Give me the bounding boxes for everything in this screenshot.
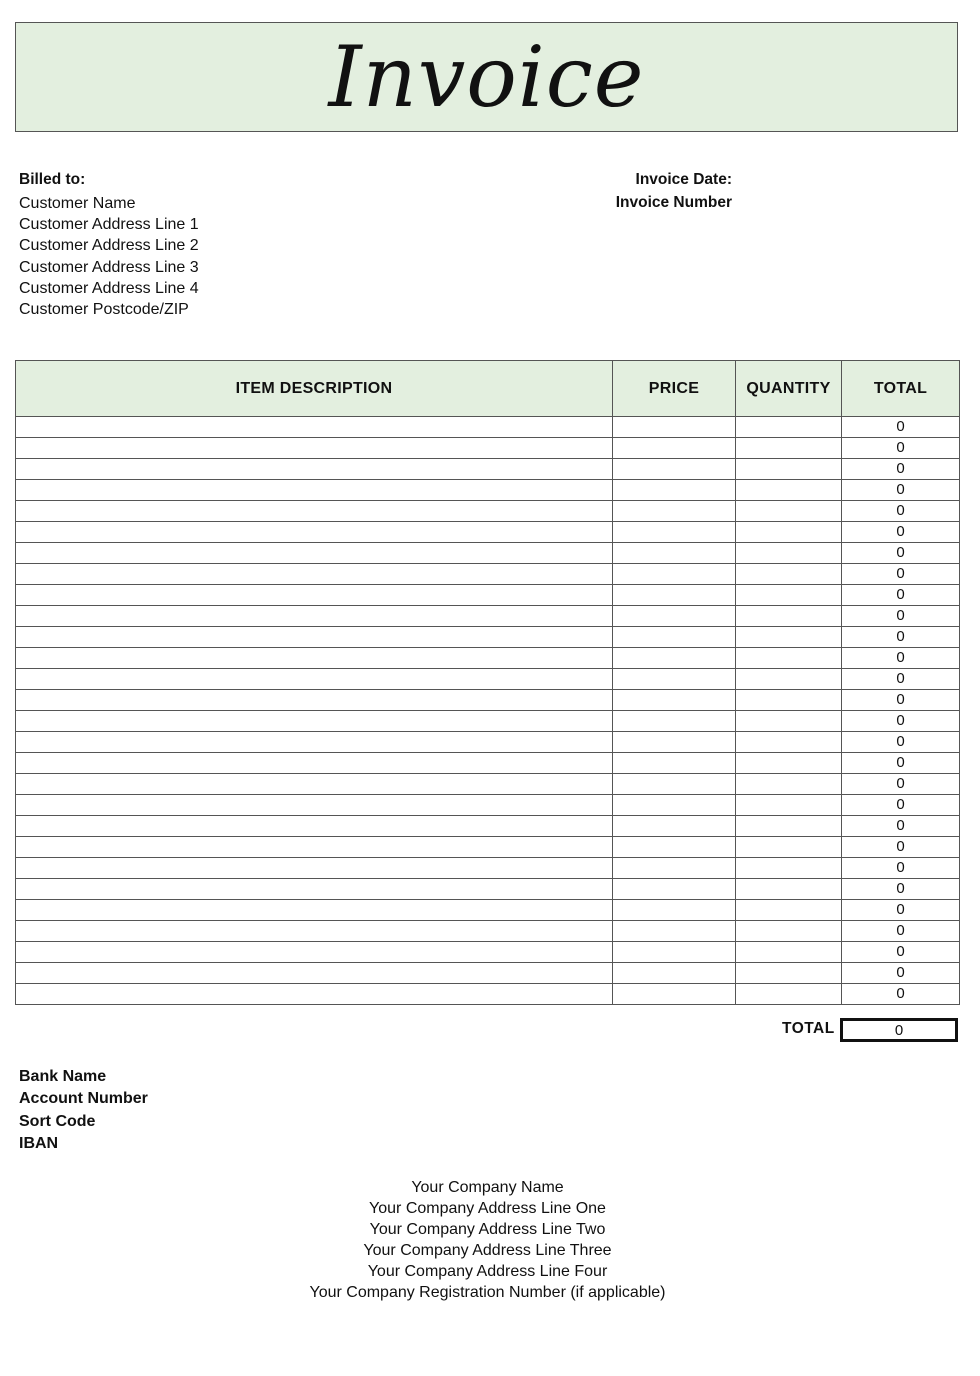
- quantity-cell[interactable]: [736, 963, 842, 984]
- line-total-cell: 0: [842, 417, 960, 438]
- line-total-cell: 0: [842, 585, 960, 606]
- price-cell[interactable]: [613, 606, 736, 627]
- line-total-cell: 0: [842, 564, 960, 585]
- invoice-meta: [616, 171, 732, 217]
- item-description-cell[interactable]: [16, 921, 613, 942]
- customer-address-line-2[interactable]: Customer Address Line 2: [19, 237, 199, 255]
- line-total-cell: 0: [842, 837, 960, 858]
- price-cell[interactable]: [613, 564, 736, 585]
- quantity-cell[interactable]: [736, 417, 842, 438]
- table-row: [16, 480, 960, 501]
- line-total-cell: 0: [842, 921, 960, 942]
- line-total-cell: 0: [842, 732, 960, 753]
- company-registration-number: Your Company Registration Number (if applicable): [309, 1284, 666, 1301]
- item-description-cell[interactable]: [16, 816, 613, 837]
- table-row: [16, 690, 960, 711]
- table-row: [16, 774, 960, 795]
- item-description-cell[interactable]: [16, 606, 613, 627]
- price-cell[interactable]: [613, 732, 736, 753]
- item-description-cell[interactable]: [16, 501, 613, 522]
- table-row: [16, 438, 960, 459]
- line-total-cell: 0: [842, 900, 960, 921]
- quantity-cell[interactable]: [736, 438, 842, 459]
- item-description-cell[interactable]: [16, 543, 613, 564]
- quantity-cell[interactable]: [736, 501, 842, 522]
- price-cell[interactable]: [613, 669, 736, 690]
- price-cell[interactable]: [613, 984, 736, 1005]
- quantity-cell[interactable]: [736, 627, 842, 648]
- price-cell[interactable]: [613, 942, 736, 963]
- bank-name-label: Bank Name: [19, 1068, 107, 1085]
- sort-code-label: Sort Code: [19, 1112, 96, 1130]
- item-description-cell[interactable]: [16, 711, 613, 732]
- table-row: [16, 732, 960, 753]
- table-row: [16, 417, 960, 438]
- price-cell[interactable]: [613, 438, 736, 459]
- line-total-cell: 0: [842, 522, 960, 543]
- quantity-cell[interactable]: [736, 879, 842, 900]
- item-description-cell[interactable]: [16, 564, 613, 585]
- invoice-header: [15, 22, 958, 132]
- invoice-date-label: Invoice Date:: [635, 171, 732, 188]
- price-cell[interactable]: [613, 774, 736, 795]
- line-total-cell: 0: [842, 753, 960, 774]
- quantity-cell[interactable]: [736, 564, 842, 585]
- company-address-line-1: Your Company Address Line One: [369, 1200, 606, 1217]
- line-items-table: [15, 360, 960, 1005]
- table-row: [16, 711, 960, 732]
- company-address-line-3: Your Company Address Line Three: [363, 1242, 612, 1259]
- quantity-cell[interactable]: [736, 522, 842, 543]
- table-row: [16, 921, 960, 942]
- table-row: [16, 753, 960, 774]
- item-description-cell[interactable]: [16, 984, 613, 1005]
- iban-label: IBAN: [19, 1134, 59, 1152]
- customer-postcode[interactable]: Customer Postcode/ZIP: [19, 301, 189, 319]
- quantity-cell[interactable]: [736, 753, 842, 774]
- line-total-cell: 0: [842, 480, 960, 501]
- table-row: [16, 858, 960, 879]
- company-footer: [200, 1177, 775, 1303]
- item-description-cell[interactable]: [16, 690, 613, 711]
- price-cell[interactable]: [613, 501, 736, 522]
- header-quantity: QUANTITY: [736, 361, 842, 417]
- table-row: [16, 543, 960, 564]
- quantity-cell[interactable]: [736, 480, 842, 501]
- table-row: [16, 501, 960, 522]
- line-total-cell: 0: [842, 690, 960, 711]
- header-item-description: ITEM DESCRIPTION: [16, 361, 613, 417]
- quantity-cell[interactable]: [736, 921, 842, 942]
- table-row: [16, 459, 960, 480]
- line-total-cell: 0: [842, 438, 960, 459]
- quantity-cell[interactable]: [736, 711, 842, 732]
- item-description-cell[interactable]: [16, 753, 613, 774]
- quantity-cell[interactable]: [736, 942, 842, 963]
- invoice-number-label: Invoice Number: [615, 194, 732, 211]
- price-cell[interactable]: [613, 858, 736, 879]
- quantity-cell[interactable]: [736, 858, 842, 879]
- table-row: [16, 879, 960, 900]
- item-description-cell[interactable]: [16, 942, 613, 963]
- table-row: [16, 816, 960, 837]
- item-description-cell[interactable]: [16, 879, 613, 900]
- header-total: TOTAL: [842, 361, 960, 417]
- table-row: [16, 837, 960, 858]
- line-total-cell: 0: [842, 816, 960, 837]
- grand-total-value[interactable]: 0: [840, 1018, 958, 1042]
- price-cell[interactable]: [613, 795, 736, 816]
- line-total-cell: 0: [842, 627, 960, 648]
- item-description-cell[interactable]: [16, 585, 613, 606]
- line-total-cell: 0: [842, 963, 960, 984]
- table-row: [16, 669, 960, 690]
- line-total-cell: 0: [842, 774, 960, 795]
- table-row: [16, 648, 960, 669]
- line-total-cell: 0: [842, 711, 960, 732]
- customer-details: [19, 193, 199, 320]
- quantity-cell[interactable]: [736, 984, 842, 1005]
- invoice-title: Invoice: [328, 28, 645, 126]
- table-row: [16, 522, 960, 543]
- price-cell[interactable]: [613, 522, 736, 543]
- item-description-cell[interactable]: [16, 900, 613, 921]
- price-cell[interactable]: [613, 627, 736, 648]
- quantity-cell[interactable]: [736, 606, 842, 627]
- line-total-cell: 0: [842, 858, 960, 879]
- price-cell[interactable]: [613, 837, 736, 858]
- price-cell[interactable]: [613, 543, 736, 564]
- item-description-cell[interactable]: [16, 648, 613, 669]
- price-cell[interactable]: [613, 816, 736, 837]
- price-cell[interactable]: [613, 459, 736, 480]
- item-description-cell[interactable]: [16, 669, 613, 690]
- item-description-cell[interactable]: [16, 837, 613, 858]
- total-label: TOTAL: [782, 1020, 835, 1037]
- price-cell[interactable]: [613, 690, 736, 711]
- table-body: [16, 417, 960, 1005]
- price-cell[interactable]: [613, 963, 736, 984]
- quantity-cell[interactable]: [736, 690, 842, 711]
- table-row: [16, 564, 960, 585]
- quantity-cell[interactable]: [736, 795, 842, 816]
- item-description-cell[interactable]: [16, 732, 613, 753]
- quantity-cell[interactable]: [736, 816, 842, 837]
- table-row: [16, 963, 960, 984]
- account-number-label: Account Number: [19, 1090, 148, 1108]
- item-description-cell[interactable]: [16, 480, 613, 501]
- line-total-cell: 0: [842, 459, 960, 480]
- table-row: [16, 606, 960, 627]
- table-row: [16, 942, 960, 963]
- price-cell[interactable]: [613, 480, 736, 501]
- line-total-cell: 0: [842, 879, 960, 900]
- line-total-cell: 0: [842, 648, 960, 669]
- table-row: [16, 900, 960, 921]
- customer-address-line-4[interactable]: Customer Address Line 4: [19, 279, 199, 297]
- table-row: [16, 984, 960, 1005]
- customer-name[interactable]: Customer Name: [19, 195, 136, 212]
- bank-details: [19, 1066, 148, 1155]
- quantity-cell[interactable]: [736, 837, 842, 858]
- item-description-cell[interactable]: [16, 438, 613, 459]
- price-cell[interactable]: [613, 711, 736, 732]
- item-description-cell[interactable]: [16, 627, 613, 648]
- company-name: Your Company Name: [411, 1179, 564, 1196]
- item-description-cell[interactable]: [16, 858, 613, 879]
- line-total-cell: 0: [842, 606, 960, 627]
- company-address-line-4: Your Company Address Line Four: [367, 1263, 608, 1280]
- price-cell[interactable]: [613, 585, 736, 606]
- line-total-cell: 0: [842, 501, 960, 522]
- price-cell[interactable]: [613, 753, 736, 774]
- table-row: [16, 627, 960, 648]
- quantity-cell[interactable]: [736, 732, 842, 753]
- item-description-cell[interactable]: [16, 963, 613, 984]
- company-address-line-2: Your Company Address Line Two: [369, 1221, 606, 1238]
- price-cell[interactable]: [613, 648, 736, 669]
- line-total-cell: 0: [842, 942, 960, 963]
- quantity-cell[interactable]: [736, 669, 842, 690]
- item-description-cell[interactable]: [16, 522, 613, 543]
- price-cell[interactable]: [613, 417, 736, 438]
- price-cell[interactable]: [613, 900, 736, 921]
- price-cell[interactable]: [613, 879, 736, 900]
- header-price: PRICE: [613, 361, 736, 417]
- line-total-cell: 0: [842, 984, 960, 1005]
- quantity-cell[interactable]: [736, 585, 842, 606]
- item-description-cell[interactable]: [16, 417, 613, 438]
- table-row: [16, 585, 960, 606]
- billed-to-label: Billed to:: [19, 171, 86, 188]
- price-cell[interactable]: [613, 921, 736, 942]
- line-total-cell: 0: [842, 669, 960, 690]
- item-description-cell[interactable]: [16, 774, 613, 795]
- item-description-cell[interactable]: [16, 459, 613, 480]
- item-description-cell[interactable]: [16, 795, 613, 816]
- table-header-row: [16, 361, 960, 417]
- line-total-cell: 0: [842, 795, 960, 816]
- quantity-cell[interactable]: [736, 648, 842, 669]
- quantity-cell[interactable]: [736, 459, 842, 480]
- quantity-cell[interactable]: [736, 900, 842, 921]
- quantity-cell[interactable]: [736, 543, 842, 564]
- customer-address-line-1[interactable]: Customer Address Line 1: [19, 216, 199, 234]
- quantity-cell[interactable]: [736, 774, 842, 795]
- table-row: [16, 795, 960, 816]
- line-total-cell: 0: [842, 543, 960, 564]
- customer-address-line-3[interactable]: Customer Address Line 3: [19, 258, 199, 276]
